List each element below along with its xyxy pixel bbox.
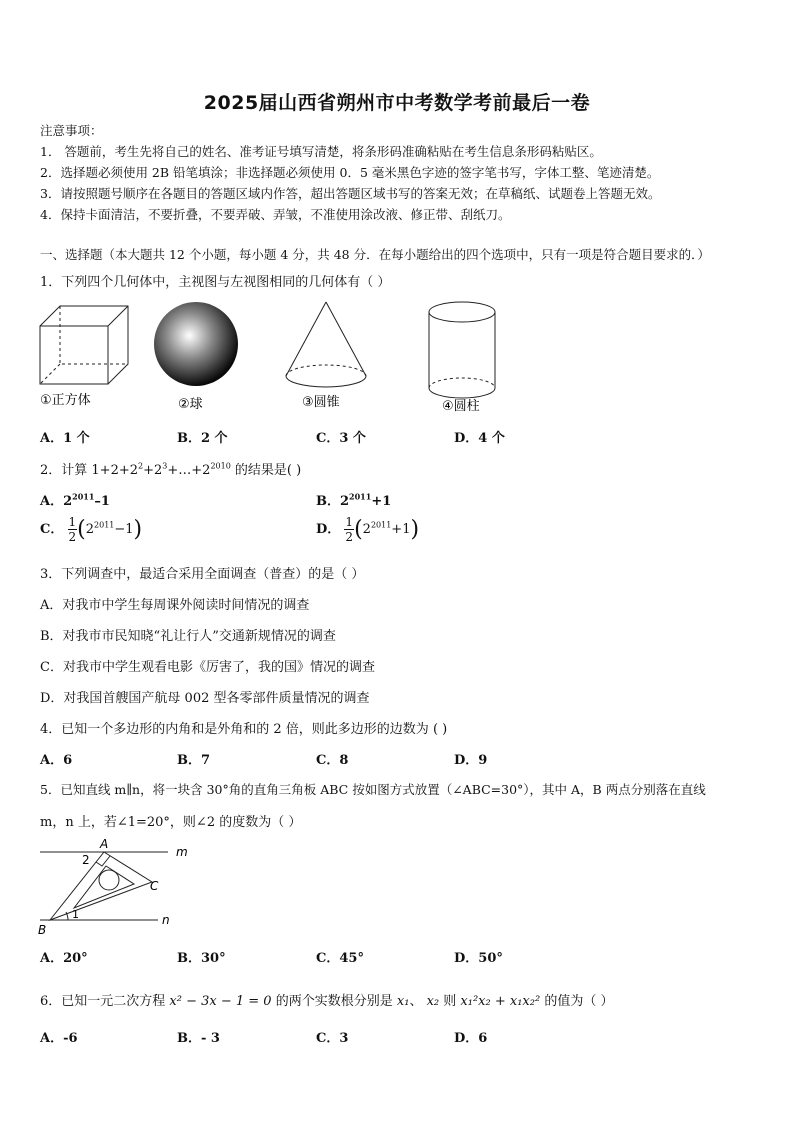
- sphere-shape: [154, 302, 238, 386]
- q2-stem: 2．计算 $1+2+2^2+2^3+\dots+2^{2010}$ 的结果是( ): [40, 461, 302, 478]
- q1-stem: 1．下列四个几何体中，主视图与左视图相同的几何体有（ ）: [40, 275, 391, 290]
- note-item: 1． 答题前，考生先将自己的姓名、准考证号填写清楚，将条形码准确粘贴在考生信息条形码粘贴区。: [40, 144, 602, 159]
- triangle-hole: [99, 870, 119, 890]
- q6-stem: 6．已知一元二次方程 x² − 3x − 1 = 0 的两个实数根分别是 x₁、 x₂ 则 x₁²x₂ + x₁x₂² 的值为（ ）: [40, 994, 614, 1009]
- q1-option-a: A．1 个: [40, 431, 90, 446]
- fig-label-cube: ①正方体: [40, 393, 91, 408]
- q6-option-a: A．-6: [40, 1031, 78, 1046]
- q2-option-d: D． $\frac{1}{2}$ $(2^{2011}+1)$: [316, 515, 420, 544]
- q6-option-b: B．- 3: [177, 1031, 220, 1046]
- fig-label-sphere: ②球: [178, 397, 203, 412]
- section-heading: 一、选择题（本大题共 12 个小题，每小题 4 分，共 48 分．在每小题给出的四个选项中，只有一项是符合题目要求的．）: [40, 247, 710, 262]
- q5-option-a: A．20°: [40, 951, 88, 966]
- note-item: 2．选择题必须使用 2B 铅笔填涂；非选择题必须使用 0．5 毫米黑色字迹的签字笔书写，字体工整、笔迹清楚。: [40, 165, 660, 180]
- q4-option-a: A．6: [40, 753, 73, 768]
- fraction-half: $\frac{1}{2}$: [345, 515, 354, 544]
- q3-option-b: B．对我市市民知晓“礼让行人”交通新规情况的调查: [40, 629, 336, 644]
- cube-shape: [40, 306, 128, 384]
- cylinder-shape: [429, 302, 495, 398]
- fig-label-cone: ③圆锥: [302, 395, 340, 410]
- svg-text:B: B: [38, 923, 47, 937]
- svg-text:A: A: [100, 837, 109, 851]
- expression: x₁²x₂ + x₁x₂²: [460, 994, 541, 1009]
- q5-option-b: B．30°: [177, 951, 226, 966]
- svg-text:m: m: [176, 845, 188, 859]
- page-title: 2025届山西省朔州市中考数学考前最后一卷: [203, 92, 591, 114]
- fraction-half: $\frac{1}{2}$: [68, 515, 77, 544]
- q3-stem: 3．下列调查中，最适合采用全面调查（普查）的是（ ）: [40, 567, 365, 582]
- q3-option-a: A．对我市中学生每周课外阅读时间情况的调查: [40, 598, 310, 613]
- q6-option-d: D．6: [454, 1031, 488, 1046]
- q2-option-c: C． $\frac{1}{2}$ $(2^{2011}-1)$: [40, 515, 143, 544]
- q2-option-a: A．$2^{2011}-1$: [40, 491, 110, 509]
- q4-option-c: C．8: [316, 753, 349, 768]
- notes-heading: 注意事项：: [40, 123, 103, 138]
- q5-stem-line1: 5．已知直线 m∥n，将一块含 30°角的直角三角板 ABC 按如图方式放置（∠ABC=30°），其中 A，B 两点分别落在直线: [40, 782, 706, 797]
- q4-option-d: D．9: [454, 753, 488, 768]
- note-item: 3．请按照题号顺序在各题目的答题区域内作答，超出答题区域书写的答案无效；在草稿纸、试题卷上答题无效。: [40, 186, 661, 201]
- q5-option-c: C．45°: [316, 951, 364, 966]
- svg-text:C: C: [150, 879, 159, 893]
- q1-option-b: B．2 个: [177, 431, 228, 446]
- q1-option-d: D．4 个: [454, 431, 505, 446]
- right-angle-mark: [96, 856, 110, 866]
- q3-option-c: C．对我市中学生观看电影《厉害了，我的国》情况的调查: [40, 660, 375, 675]
- triangle-inner: [74, 866, 134, 908]
- q5-stem-line2: m，n 上，若∠1=20°，则∠2 的度数为（ ）: [40, 815, 302, 830]
- q6-option-c: C．3: [316, 1031, 349, 1046]
- equation: x² − 3x − 1 = 0: [169, 994, 272, 1009]
- svg-text:1: 1: [72, 908, 79, 921]
- svg-text:2: 2: [82, 853, 90, 867]
- svg-text:n: n: [162, 913, 170, 927]
- q4-stem: 4．已知一个多边形的内角和是外角和的 2 倍，则此多边形的边数为 ( ): [40, 722, 448, 737]
- q1-figure: [30, 298, 510, 416]
- cone-shape: [286, 302, 366, 387]
- fig-label-cylinder: ④圆柱: [442, 399, 480, 414]
- note-item: 4．保持卡面清洁，不要折叠，不要弄破、弄皱，不准使用涂改液、修正带、刮纸刀。: [40, 207, 511, 222]
- q3-option-d: D．对我国首艘国产航母 002 型各零部件质量情况的调查: [40, 691, 370, 706]
- q5-figure: [30, 836, 200, 940]
- q5-option-d: D．50°: [454, 951, 503, 966]
- q4-option-b: B．7: [177, 753, 211, 768]
- q1-option-c: C．3 个: [316, 431, 366, 446]
- q2-option-b: B．$2^{2011}+1$: [316, 491, 392, 509]
